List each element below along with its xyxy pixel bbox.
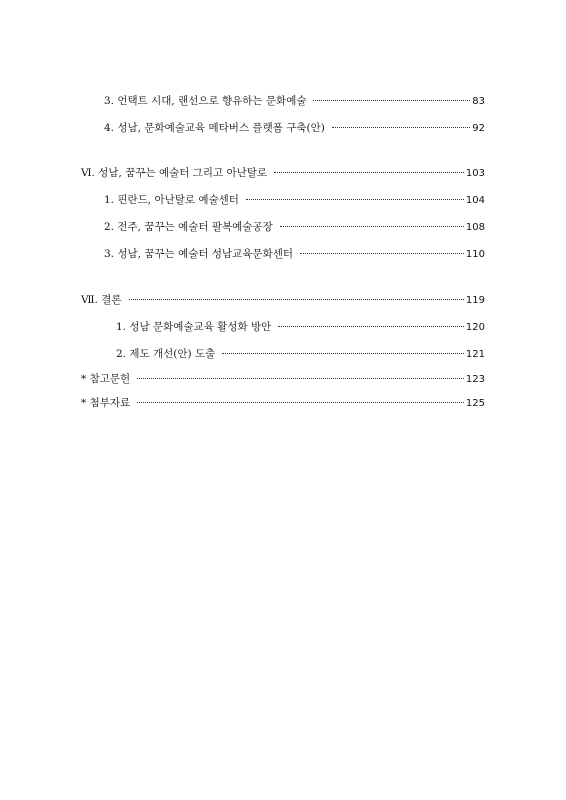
- toc-entry-title: Ⅶ. 결론: [81, 294, 122, 306]
- toc-entry-title: * 첨부자료: [81, 397, 131, 409]
- toc-page-number: 83: [472, 96, 485, 107]
- toc-entry-title: Ⅵ. 성남, 꿈꾸는 예술터 그리고 아난탈로: [81, 167, 268, 179]
- toc-leader-dots: [332, 127, 470, 128]
- toc-page-number: 92: [472, 123, 485, 134]
- toc-page-number: 123: [465, 374, 485, 385]
- toc-page-number: 104: [465, 195, 485, 206]
- toc-entry-title: 2. 전주, 꿈꾸는 예술터 팔복예술공장: [104, 221, 273, 233]
- toc-entry-title: * 참고문헌: [81, 373, 131, 385]
- toc-entry-system-improvement[interactable]: [116, 347, 485, 362]
- toc-leader-dots: [300, 253, 464, 254]
- toc-page-number: 110: [465, 249, 485, 260]
- toc-page-number: 121: [465, 349, 485, 360]
- toc-entry-title: 3. 성남, 꿈꾸는 예술터 성남교육문화센터: [104, 248, 293, 260]
- toc-page-number: 120: [465, 322, 485, 333]
- toc-entry-title: 1. 성남 문화예술교육 활성화 방안: [116, 321, 272, 333]
- toc-entry-untact-era[interactable]: [104, 94, 485, 109]
- toc-leader-dots: [137, 402, 464, 403]
- toc-entry-finland-annantalo[interactable]: [104, 193, 485, 208]
- toc-entry-appendix[interactable]: [81, 396, 485, 411]
- toc-page-number: 108: [465, 222, 485, 233]
- toc-entry-title: 4. 성남, 문화예술교육 메타버스 플랫폼 구축(안): [104, 122, 325, 134]
- toc-chapter-7[interactable]: [81, 293, 485, 308]
- toc-entry-title: 3. 언택트 시대, 랜선으로 향유하는 문화예술: [104, 95, 307, 107]
- toc-entry-metaverse-platform[interactable]: [104, 121, 485, 136]
- toc-entry-activation-plan[interactable]: [116, 320, 485, 335]
- toc-entry-references[interactable]: [81, 372, 485, 387]
- toc-chapter-6[interactable]: [81, 166, 485, 181]
- toc-page-number: 103: [465, 168, 485, 179]
- toc-leader-dots: [274, 172, 464, 173]
- toc-entry-jeonju-palbok[interactable]: [104, 220, 485, 235]
- toc-page-number: 119: [465, 295, 485, 306]
- toc-leader-dots: [222, 353, 464, 354]
- toc-entry-seongnam-center[interactable]: [104, 247, 485, 262]
- toc-leader-dots: [129, 299, 464, 300]
- toc-page-number: 125: [465, 398, 485, 409]
- toc-leader-dots: [278, 326, 464, 327]
- toc-leader-dots: [137, 378, 464, 379]
- toc-entry-title: 1. 핀란드, 아난탈로 예술센터: [104, 194, 239, 206]
- toc-leader-dots: [246, 199, 464, 200]
- toc-leader-dots: [280, 226, 464, 227]
- toc-entry-title: 2. 제도 개선(안) 도출: [116, 348, 216, 360]
- toc-leader-dots: [313, 100, 470, 101]
